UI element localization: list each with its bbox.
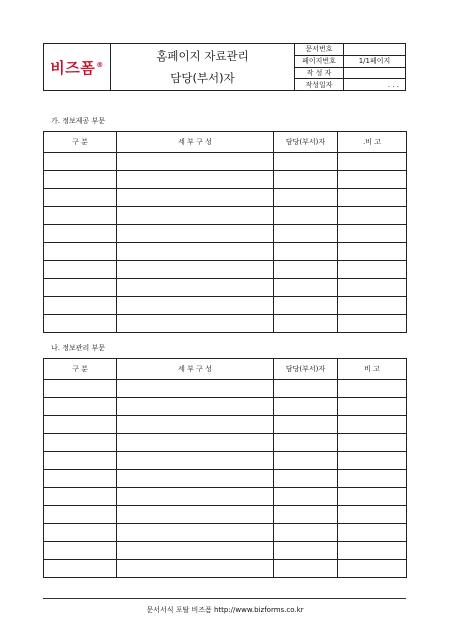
table-row <box>44 297 407 315</box>
table-row <box>44 380 407 398</box>
table-cell[interactable] <box>117 506 274 524</box>
table-cell[interactable] <box>117 416 274 434</box>
table-cell[interactable] <box>274 261 338 279</box>
table-cell[interactable] <box>44 398 117 416</box>
table-cell[interactable] <box>274 171 338 189</box>
table-cell[interactable] <box>274 488 338 506</box>
table-cell[interactable] <box>338 380 407 398</box>
table-cell[interactable] <box>338 398 407 416</box>
column-header-remarks: 비 고 <box>338 359 407 380</box>
title-cell <box>111 44 295 90</box>
table-cell[interactable] <box>274 189 338 207</box>
table-cell[interactable] <box>44 470 117 488</box>
table-cell[interactable] <box>117 153 274 171</box>
table-cell[interactable] <box>274 207 338 225</box>
info-row-page-number <box>295 56 405 68</box>
table-cell[interactable] <box>117 398 274 416</box>
table-cell[interactable] <box>44 506 117 524</box>
table-cell[interactable] <box>274 524 338 542</box>
table-cell[interactable] <box>338 207 407 225</box>
table-cell[interactable] <box>274 452 338 470</box>
table-cell[interactable] <box>117 225 274 243</box>
info-value: . . . <box>387 80 399 89</box>
section-title-info-provision: 가. 정보제공 부문 <box>51 117 106 125</box>
table-cell[interactable] <box>117 524 274 542</box>
table-cell[interactable] <box>338 506 407 524</box>
table-row <box>44 524 407 542</box>
table-cell[interactable] <box>44 524 117 542</box>
table-cell[interactable] <box>44 542 117 560</box>
table-cell[interactable] <box>44 279 117 297</box>
table-cell[interactable] <box>274 416 338 434</box>
table-cell[interactable] <box>338 452 407 470</box>
table-cell[interactable] <box>274 542 338 560</box>
table-cell[interactable] <box>338 243 407 261</box>
table-row <box>44 452 407 470</box>
column-header-category: 구 분 <box>44 132 117 153</box>
section-title-info-management: 나. 정보관리 부문 <box>51 344 106 352</box>
table-cell[interactable] <box>117 243 274 261</box>
document-info-grid <box>295 44 405 90</box>
table-cell[interactable] <box>117 488 274 506</box>
table-row <box>44 560 407 578</box>
table-cell[interactable] <box>338 225 407 243</box>
table-cell[interactable] <box>44 189 117 207</box>
table-cell[interactable] <box>44 225 117 243</box>
table-cell[interactable] <box>338 470 407 488</box>
table-row <box>44 434 407 452</box>
table-cell[interactable] <box>44 153 117 171</box>
footer-divider <box>43 598 406 599</box>
table-row <box>44 416 407 434</box>
table-row <box>44 243 407 261</box>
table-cell[interactable] <box>338 434 407 452</box>
table-cell[interactable] <box>117 560 274 578</box>
table-header-row <box>44 132 407 153</box>
info-value <box>344 44 405 55</box>
table-row <box>44 470 407 488</box>
table-cell[interactable] <box>44 207 117 225</box>
table-row <box>44 189 407 207</box>
table-cell[interactable] <box>117 171 274 189</box>
table-row <box>44 153 407 171</box>
table-cell[interactable] <box>338 560 407 578</box>
table-cell[interactable] <box>117 261 274 279</box>
table-cell[interactable] <box>44 380 117 398</box>
info-label: 작 성 자 <box>295 68 344 79</box>
info-row-date <box>295 79 405 90</box>
footer-text: 문서서식 포탈 비즈폼 http://www.bizforms.co.kr <box>146 606 304 614</box>
info-label: 작성일자 <box>295 79 344 90</box>
table-cell[interactable] <box>338 279 407 297</box>
table-cell[interactable] <box>274 153 338 171</box>
info-value <box>344 68 405 79</box>
table-cell[interactable] <box>44 171 117 189</box>
table-cell[interactable] <box>44 297 117 315</box>
document-title: 홈페이지 자료관리 <box>156 49 249 63</box>
table-cell[interactable] <box>338 488 407 506</box>
table-row <box>44 207 407 225</box>
table-cell[interactable] <box>338 153 407 171</box>
document-subtitle: 담당(부서)자 <box>170 71 235 85</box>
table-cell[interactable] <box>274 398 338 416</box>
info-label: 문서번호 <box>295 44 344 55</box>
table-info-provision <box>43 131 407 333</box>
table-cell[interactable] <box>274 315 338 333</box>
table-row <box>44 488 407 506</box>
table-cell[interactable] <box>274 470 338 488</box>
document-header <box>43 43 406 91</box>
registered-mark: ® <box>96 60 104 69</box>
table-cell[interactable] <box>338 189 407 207</box>
table-cell[interactable] <box>117 470 274 488</box>
table-cell[interactable] <box>117 279 274 297</box>
table-row <box>44 261 407 279</box>
table-header-row <box>44 359 407 380</box>
table-cell[interactable] <box>274 560 338 578</box>
table-cell[interactable] <box>117 380 274 398</box>
table-cell[interactable] <box>117 207 274 225</box>
table-cell[interactable] <box>274 279 338 297</box>
bizforms-logo <box>50 57 103 78</box>
table-info-management <box>43 358 407 578</box>
table-cell[interactable] <box>338 524 407 542</box>
table-row <box>44 279 407 297</box>
info-row-author <box>295 68 405 80</box>
column-header-manager: 담당(부서)자 <box>274 132 338 153</box>
column-header-details: 세 부 구 성 <box>117 359 274 380</box>
table-cell[interactable] <box>274 243 338 261</box>
table-row <box>44 171 407 189</box>
table-cell[interactable] <box>338 261 407 279</box>
table-cell[interactable] <box>44 416 117 434</box>
table-cell[interactable] <box>274 434 338 452</box>
table-cell[interactable] <box>274 297 338 315</box>
table-cell[interactable] <box>338 416 407 434</box>
table-cell[interactable] <box>117 297 274 315</box>
table-cell[interactable] <box>117 452 274 470</box>
table-cell[interactable] <box>338 297 407 315</box>
table-cell[interactable] <box>44 243 117 261</box>
column-header-category: 구 분 <box>44 359 117 380</box>
table-cell[interactable] <box>117 434 274 452</box>
column-header-remarks: .비 고 <box>338 132 407 153</box>
table-row <box>44 506 407 524</box>
info-label: 페이지번호 <box>295 56 344 67</box>
table-row <box>44 225 407 243</box>
table-row <box>44 398 407 416</box>
table-cell[interactable] <box>338 171 407 189</box>
column-header-details: 세 부 구 성 <box>117 132 274 153</box>
info-value: 1/1페이지 <box>358 57 391 66</box>
table-cell[interactable] <box>274 380 338 398</box>
table-cell[interactable] <box>338 542 407 560</box>
column-header-manager: 담당(부서)자 <box>274 359 338 380</box>
table-cell[interactable] <box>274 506 338 524</box>
table-cell[interactable] <box>44 488 117 506</box>
table-cell[interactable] <box>44 315 117 333</box>
table-cell[interactable] <box>274 225 338 243</box>
table-cell[interactable] <box>117 189 274 207</box>
table-cell[interactable] <box>44 261 117 279</box>
table-cell[interactable] <box>117 542 274 560</box>
table-cell[interactable] <box>338 315 407 333</box>
info-row-doc-number <box>295 44 405 56</box>
table-cell[interactable] <box>44 560 117 578</box>
table-row <box>44 315 407 333</box>
table-row <box>44 542 407 560</box>
table-cell[interactable] <box>117 315 274 333</box>
table-cell[interactable] <box>44 434 117 452</box>
logo-cell <box>44 44 111 90</box>
table-cell[interactable] <box>44 452 117 470</box>
logo-text: 비즈폼 <box>50 58 96 77</box>
